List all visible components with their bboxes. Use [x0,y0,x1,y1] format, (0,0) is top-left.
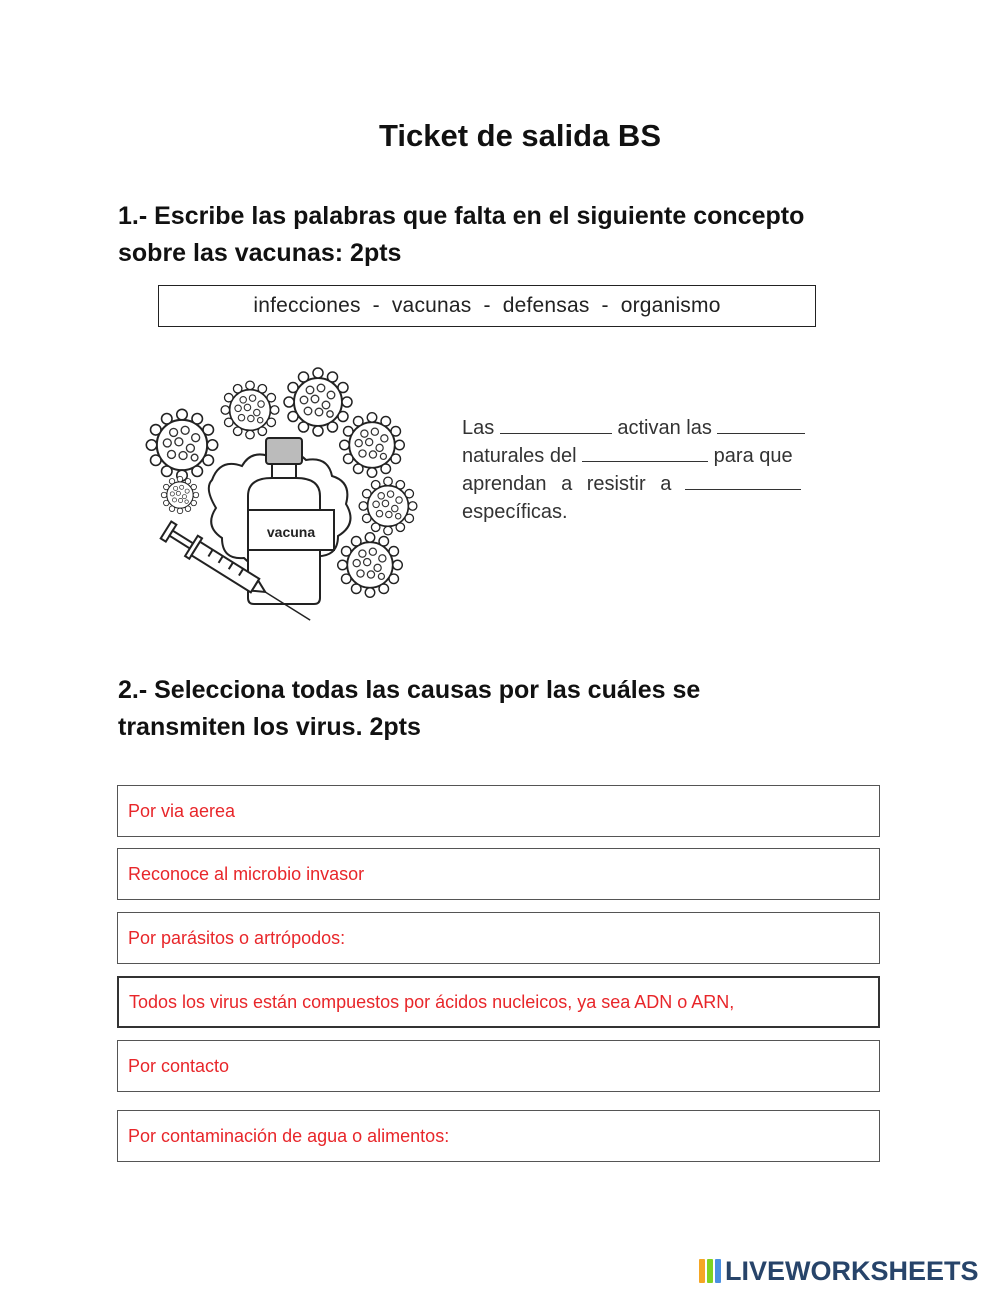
concept-text: aprendan a resistir a [462,473,672,495]
vaccine-illustration [140,360,430,625]
word-bank-word: vacunas [391,294,472,317]
blank-3[interactable] [582,443,708,462]
liveworksheets-logo [698,1256,979,1286]
blank-2[interactable] [717,415,805,434]
question-1-line-2: sobre las vacunas: 2pts [118,239,402,267]
word-bank-separator: - [483,294,491,317]
concept-text: naturales del [462,445,577,467]
question-1 [118,198,908,272]
blank-1[interactable] [500,415,612,434]
concept-text: Las [462,417,495,439]
answer-option[interactable]: Por via aerea [117,785,880,837]
answer-option[interactable]: Todos los virus están compuestos por ácidos nucleicos, ya sea ADN o ARN, [117,976,880,1028]
answer-option[interactable]: Reconoce al microbio invasor [117,848,880,900]
question-1-line-1: 1.- Escribe las palabras que falta en el siguiente concepto [118,202,805,230]
question-2 [118,672,908,746]
word-bank-word: defensas [502,294,590,317]
word-bank-separator: - [601,294,609,317]
answer-option[interactable]: Por parásitos o artrópodos: [117,912,880,964]
page-title: Ticket de salida BS [379,118,661,153]
concept-text: para que [713,445,793,467]
bottle-label: vacuna [266,524,316,540]
word-bank-separator: - [372,294,380,317]
answer-option[interactable]: Por contaminación de agua o alimentos: [117,1110,880,1162]
question-2-line-2: transmiten los virus. 2pts [118,713,421,741]
logo-icon [698,1258,722,1284]
word-bank-word: infecciones [253,294,361,317]
concept-paragraph [462,414,840,526]
answer-option[interactable]: Por contacto [117,1040,880,1092]
word-bank [158,285,816,327]
word-bank-word: organismo [620,294,721,317]
question-2-line-1: 2.- Selecciona todas las causas por las cuáles se [118,676,701,704]
concept-text: específicas. [462,501,568,523]
blank-4[interactable] [685,471,801,490]
logo-text: LIVEWORKSHEETS [725,1255,979,1286]
concept-text: activan las [617,417,712,439]
